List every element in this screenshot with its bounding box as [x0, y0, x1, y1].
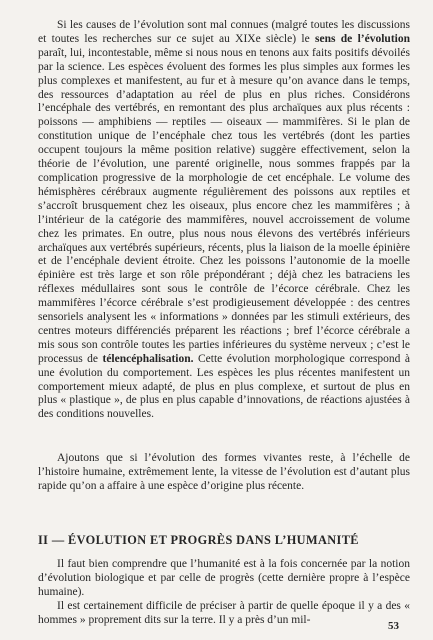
section-heading: II — ÉVOLUTION ET PROGRÈS DANS L’HUMANITÉ [38, 533, 359, 547]
paragraph-text: paraît, lui, incontestable, même si nous nous en tenons aux faits positifs dévoilés par la science. Les espèces évoluent des formes les plus simples aux formes les plus complexes et manifestent, au fur et à mesure qu’on avance dans le temps, des ressources d’adaptation au réel de plus en plus riches. Considérons l’encéphale des vertébrés, en remontant des plus archaïques aux plus récents : poissons — amphibiens — reptiles — oiseaux — mammifères. Si le plan de constitution unique de l’encéphale chez tous les vertébrés (dont les parties occupent toujours la même position relative) suggère effectivement, selon la théorie de l’évolution, une parenté originelle, nous sommes frappés par la complication progressive de la morphologie de cet encéphale. Le volume des hémisphères cérébraux augmente régulièrement des poissons aux reptiles et s’accroît brusquement chez les oiseaux, plus encore chez les mammifères ; à l’intérieur de la catégorie des mammifères, nouvel accroissement de volume chez les primates. En outre, plus nous nous élevons des vertébrés inférieurs archaïques aux vertébrés supérieurs, récents, plus la liaison de la moelle épinière et de l’encéphale devient étroite. Chez les poissons l’autonomie de la moelle épinière est très large et son rôle prépondérant ; déjà chez les batraciens les réflexes médullaires sont sous le contrôle de l’écorce cérébrale. Chez les mammifères l’écorce cérébrale s’est prodigieusement développée : des centres sensoriels analysent les « informations » données par les stimuli extérieurs, des centres moteurs différenciés préparent les réactions ; bref l’écorce cérébrale a mis sous son contrôle toutes les parties inférieures du système nerveux ; c’est le processus de [38, 46, 410, 365]
paragraph-text: Cette évolution morphologique correspond à une évolution du comportement. Les espèces les plus récentes manifestent un comportement mieux adapté, de plus en plus complexe, et surtout de plus en plus « plastique », de plus en plus capable d’innovations, de réactions ajustées à des conditions nouvelles. [38, 352, 410, 421]
paragraph-evolution-speed: Ajoutons que si l’évolution des formes vivantes reste, à l’échelle de l’histoire humaine, extrêmement lente, la vitesse de l’évolution est d’autant plus rapide qu’on a affaire à une espèce d’origine plus récente. [38, 452, 410, 492]
bold-term-sens-evolution: sens de l’évolution [315, 32, 410, 45]
paragraph-humanity-concept: Il faut bien comprendre que l’humanité est à la fois concernée par la notion d’évolution biologique et par celle de progrès (cette dernière propre à l’espèce humaine). [38, 558, 410, 598]
paragraph-human-origins: Il est certainement difficile de préciser à partir de quelle époque il y a des « hommes » proprement dits sur la terre. Il y a près d’un mil- [38, 600, 410, 626]
page-number: 53 [388, 620, 399, 632]
paragraph-evolution-direction [38, 19, 410, 422]
paragraph-text: Si les causes de l’évolution sont mal connues (malgré toutes les discussions et toutes les recherches sur ce sujet au XIXe siècle) le [38, 19, 410, 45]
bold-term-telencephalisation: télencéphalisation. [102, 352, 194, 365]
